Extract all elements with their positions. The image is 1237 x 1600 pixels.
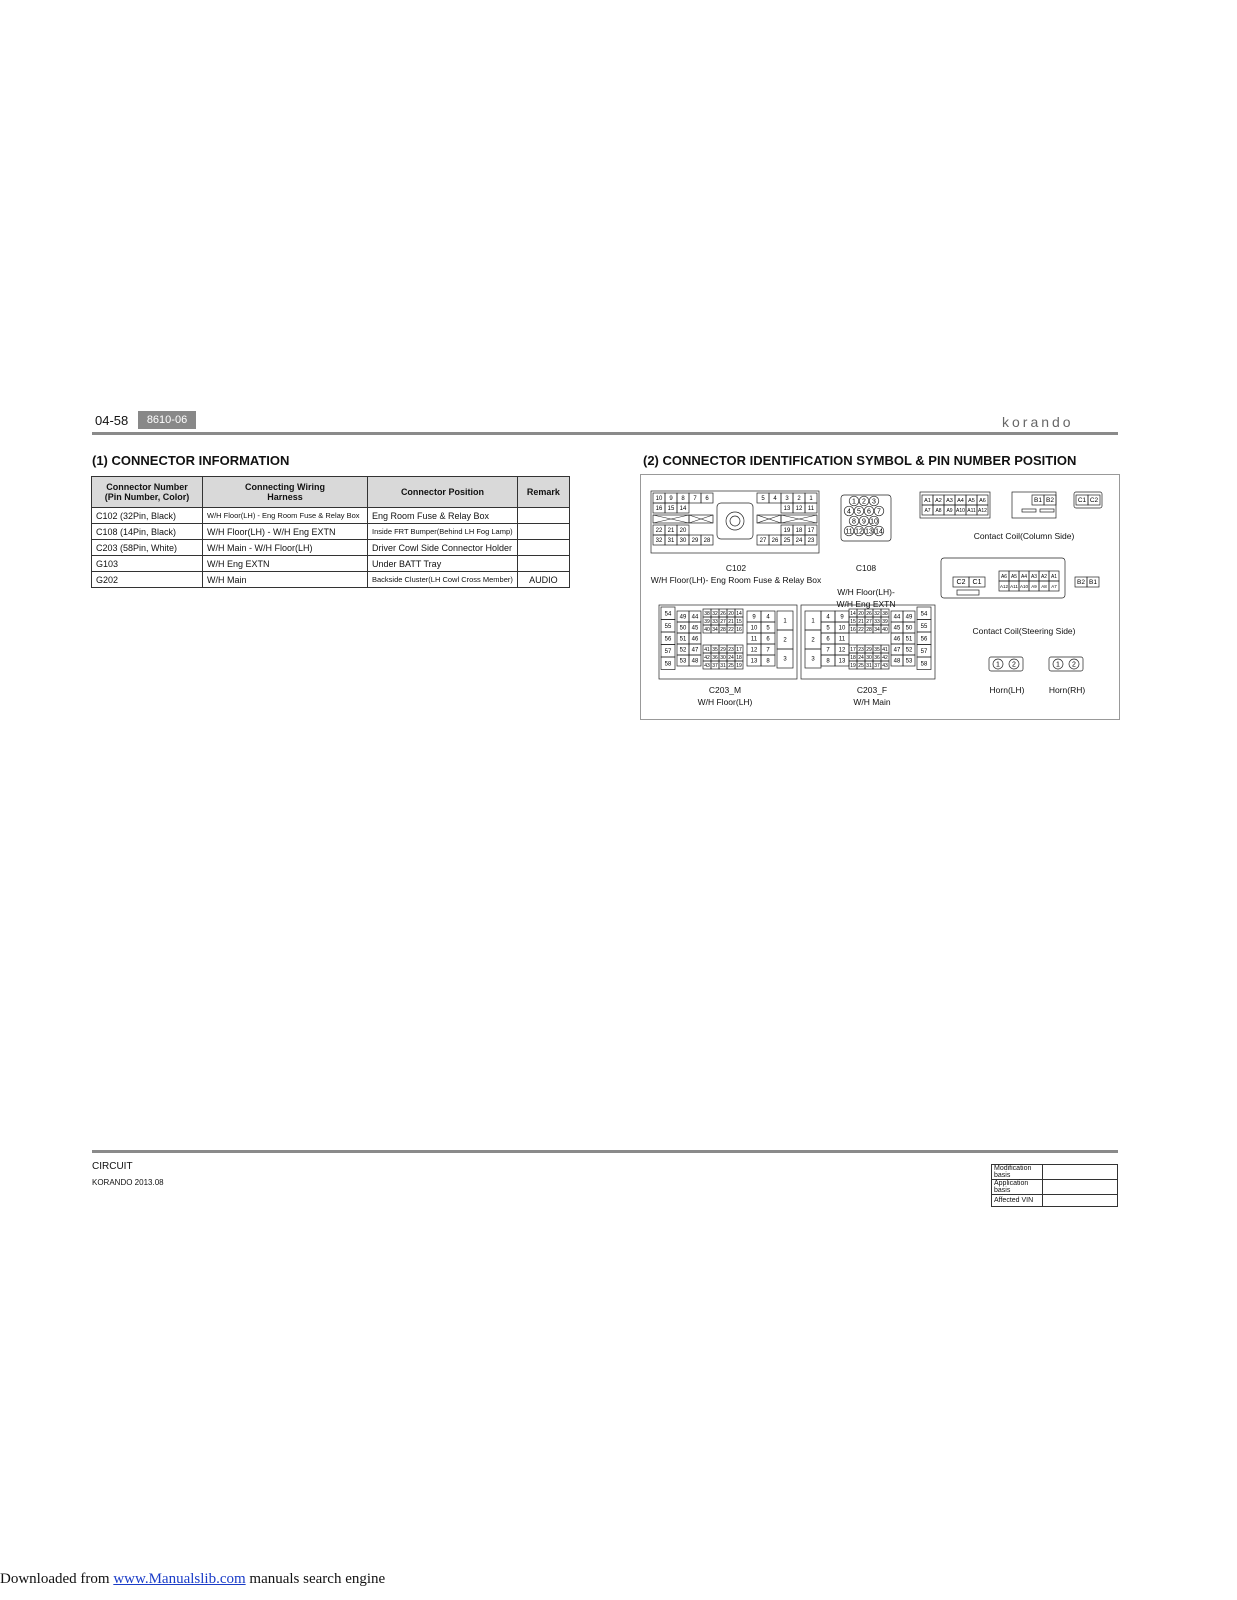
pin-label: 19 [850, 663, 856, 669]
pin-label: 18 [850, 655, 856, 661]
pin-label: 33 [874, 619, 880, 625]
pin-label: 49 [905, 614, 913, 621]
pin-label: 26 [771, 538, 779, 544]
horn-housing [1049, 657, 1083, 671]
pin-label: 4 [847, 508, 851, 516]
pin-label: A2 [935, 498, 942, 504]
pin-label: A8 [1041, 584, 1047, 589]
pin-label: 32 [874, 611, 880, 617]
pin-label: 3 [872, 498, 876, 506]
pin-label: 37 [874, 663, 880, 669]
pin-label: 43 [704, 663, 710, 669]
pin-label: 8 [826, 658, 830, 665]
round-pin [726, 512, 744, 530]
cell: Backside Cluster(LH Cowl Cross Member) [368, 572, 518, 588]
col-connector-position: Connector Position [368, 477, 518, 508]
cell [517, 556, 569, 572]
table-row [92, 556, 570, 572]
pin-label: 24 [795, 538, 803, 544]
pin-label: 23 [728, 647, 734, 653]
pin-label: 36 [712, 655, 718, 661]
pin-label: 20 [858, 611, 864, 617]
pin-label: 47 [893, 647, 901, 654]
pin-label: 8 [766, 658, 770, 665]
pin-label: B2 [1046, 497, 1054, 504]
pin-label: 22 [655, 528, 663, 534]
pin-label: A3 [1030, 574, 1038, 580]
pin-label: 2 [811, 637, 815, 644]
manualslib-link[interactable]: www.Manualslib.com [113, 1571, 246, 1587]
column-side-label: Contact Coil(Column Side) [973, 531, 1075, 541]
pin-label: 10 [838, 625, 846, 632]
pin-label: 13 [750, 658, 758, 665]
pin-label: 54 [920, 611, 928, 618]
pin-label: 43 [882, 663, 888, 669]
pin-label: 34 [874, 627, 880, 633]
pin-label: 42 [882, 655, 888, 661]
blank-cavity-cross [689, 515, 713, 523]
pin-label: 25 [728, 663, 734, 669]
c102-housing [651, 491, 819, 553]
pin-label: 40 [704, 627, 710, 633]
pin-label: 13 [783, 506, 791, 512]
pin-label: 51 [679, 636, 687, 643]
pin-label: 24 [728, 655, 734, 661]
pin-label: 52 [905, 647, 913, 654]
pin-label: 16 [736, 627, 742, 633]
pin-label: A10 [956, 508, 965, 514]
pin-label: 6 [826, 636, 830, 643]
pin-label: B2 [1077, 579, 1085, 586]
connector-info-title: (1) CONNECTOR INFORMATION [92, 453, 290, 468]
pin-label: A8 [935, 508, 942, 514]
cell: C102 (32Pin, Black) [92, 508, 203, 524]
col-remark: Remark [517, 477, 569, 508]
pin-label: 6 [766, 636, 770, 643]
pin-label: 9 [752, 614, 756, 621]
pin-label: 9 [862, 518, 866, 526]
pin-label: B1 [1034, 497, 1042, 504]
pin-label: 17 [736, 647, 742, 653]
pin-label: 56 [664, 636, 672, 643]
pin-label: 28 [703, 538, 711, 544]
table-row [992, 1195, 1118, 1207]
pin-label: 53 [679, 658, 687, 665]
pin-label: 39 [704, 619, 710, 625]
pin-label: 2 [797, 496, 801, 502]
c203f-desc: W/H Main [853, 697, 891, 707]
pin-label: 55 [664, 623, 672, 630]
cell: AUDIO [517, 572, 569, 588]
footer-model: KORANDO 2013.08 [92, 1178, 164, 1187]
table-row [92, 572, 570, 588]
c102-desc: W/H Floor(LH)- Eng Room Fuse & Relay Box [650, 575, 822, 585]
pin-label: 20 [728, 611, 734, 617]
pin-label: 41 [704, 647, 710, 653]
pin-label: 15 [667, 506, 675, 512]
cell: Affected VIN [992, 1195, 1043, 1207]
c203m-name: C203_M [708, 685, 742, 695]
pin-label: 29 [691, 538, 699, 544]
pin-label: 4 [826, 614, 830, 621]
pin-label: C1 [1077, 497, 1087, 504]
cell [517, 540, 569, 556]
pin-label: 38 [704, 611, 710, 617]
pin-label: 53 [905, 658, 913, 665]
pin-label: 49 [679, 614, 687, 621]
pin-label: 12 [855, 528, 863, 536]
latch [957, 590, 979, 595]
pin-label: 35 [712, 647, 718, 653]
pin-label: 54 [664, 611, 672, 618]
pin-label: 35 [874, 647, 880, 653]
pin-label: 26 [866, 611, 872, 617]
download-suffix: manuals search engine [245, 1571, 386, 1587]
pin-label: 6 [705, 496, 709, 502]
pin-label: 34 [712, 627, 718, 633]
pin-label: 1 [852, 498, 856, 506]
pin-label: 19 [736, 663, 742, 669]
c203f-label [832, 684, 912, 708]
pin-label: 29 [720, 647, 726, 653]
c102-name: C102 [725, 563, 747, 573]
table-row [92, 524, 570, 540]
pin-label: 30 [720, 655, 726, 661]
pin-label: B1 [1089, 579, 1097, 586]
pin-label: 31 [866, 663, 872, 669]
header-rule [92, 432, 1118, 435]
pin-label: 48 [893, 658, 901, 665]
pin-label: 10 [750, 625, 758, 632]
pin-label: 10 [870, 518, 878, 526]
pin-label: 8 [681, 496, 685, 502]
pin-label: 57 [920, 648, 928, 655]
table-row [992, 1165, 1118, 1180]
pin-label: 22 [858, 627, 864, 633]
c108-name: C108 [855, 563, 877, 573]
latch [1040, 509, 1054, 512]
brand-logo: korando [1002, 414, 1074, 430]
pin-label: A11 [1010, 584, 1018, 589]
pin-position-title: (2) CONNECTOR IDENTIFICATION SYMBOL & PIN NUMBER POSITION [643, 453, 1077, 468]
pin-label: 24 [858, 655, 864, 661]
download-prefix: Downloaded from [0, 1571, 114, 1587]
col-connector-number: Connector Number (Pin Number, Color) [92, 477, 203, 508]
pin-label: A9 [1031, 584, 1037, 589]
pin-label: A7 [924, 508, 931, 514]
pin-label: 27 [759, 538, 767, 544]
pin-label: 21 [667, 528, 675, 534]
pin-label: 42 [704, 655, 710, 661]
pin-label: 14 [850, 611, 856, 617]
horn-lh-label: Horn(LH) [989, 685, 1025, 695]
pin-label: C2 [1089, 497, 1099, 504]
pin-label: C1 [972, 579, 982, 586]
pin-label: 23 [807, 538, 815, 544]
pin-label: 50 [905, 625, 913, 632]
pin-label: 12 [795, 506, 803, 512]
pin-label: 46 [893, 636, 901, 643]
pin-label: 1 [811, 618, 815, 625]
cell: Under BATT Tray [368, 556, 518, 572]
blank-cavity-cross [757, 515, 781, 523]
pin-label: 2 [1012, 661, 1016, 669]
cell: W/H Main - W/H Floor(LH) [203, 540, 368, 556]
pin-label: 21 [728, 619, 734, 625]
pin-label: 14 [875, 528, 883, 536]
blank-cavity-cross [781, 515, 817, 523]
c102-center-lock [717, 503, 753, 539]
pin-label: 46 [691, 636, 699, 643]
pin-label: 1 [783, 618, 787, 625]
pin-label: A5 [1010, 574, 1018, 580]
download-notice [0, 1571, 385, 1588]
pin-label: 2 [862, 498, 866, 506]
pin-label: 4 [766, 614, 770, 621]
pin-label: 4 [773, 496, 777, 502]
pin-label: 45 [893, 625, 901, 632]
cell [1043, 1195, 1118, 1207]
pin-label: 47 [691, 647, 699, 654]
cell: W/H Floor(LH) - Eng Room Fuse & Relay Box [203, 508, 368, 524]
pin-label: 26 [720, 611, 726, 617]
pin-label: 7 [826, 647, 830, 654]
pin-label: 55 [920, 623, 928, 630]
pin-label: 5 [766, 625, 770, 632]
pin-label: 31 [720, 663, 726, 669]
pin-label: 11 [807, 506, 815, 512]
cell: Application basis [992, 1180, 1043, 1195]
pin-label: 15 [850, 619, 856, 625]
pin-label: 7 [877, 508, 881, 516]
pin-label: 1 [996, 661, 1000, 669]
pin-label: 17 [850, 647, 856, 653]
section-code-badge: 8610-06 [138, 411, 196, 429]
steering-side-label: Contact Coil(Steering Side) [972, 626, 1076, 636]
latch [1022, 509, 1036, 512]
cell: Modification basis [992, 1165, 1043, 1180]
pin-label: 25 [858, 663, 864, 669]
pin-label: 40 [882, 627, 888, 633]
cell: W/H Eng EXTN [203, 556, 368, 572]
col-wiring-harness: Connecting Wiring Harness [203, 477, 368, 508]
pin-label: 15 [736, 619, 742, 625]
pin-label: 19 [783, 528, 791, 534]
pin-label: 17 [807, 528, 815, 534]
pin-label: A4 [1020, 574, 1028, 580]
pin-label: 13 [838, 658, 846, 665]
pin-label: 58 [664, 661, 672, 668]
pin-label: 7 [693, 496, 697, 502]
pin-label: 3 [811, 656, 815, 663]
pin-label: 11 [838, 636, 846, 643]
pin-label: 9 [840, 614, 844, 621]
cell: G202 [92, 572, 203, 588]
pin-label: 27 [720, 619, 726, 625]
pin-label: 2 [783, 637, 787, 644]
pin-label: 30 [866, 655, 872, 661]
pin-label: 57 [664, 648, 672, 655]
table-row [92, 540, 570, 556]
pin-label: 5 [826, 625, 830, 632]
pin-label: A12 [978, 508, 987, 514]
connector-info-table [91, 476, 570, 588]
pin-label: 37 [712, 663, 718, 669]
pin-label: 16 [655, 506, 663, 512]
pin-label: 11 [750, 636, 758, 643]
cell [517, 524, 569, 540]
c203m-label [685, 684, 765, 708]
pin-label: 25 [783, 538, 791, 544]
pin-label: 13 [865, 528, 873, 536]
pin-label: 33 [712, 619, 718, 625]
pin-label: A9 [946, 508, 953, 514]
pin-label: 38 [882, 611, 888, 617]
cell: Inside FRT Bumper(Behind LH Fog Lamp) [368, 524, 518, 540]
pin-label: C2 [956, 579, 966, 586]
pin-label: 3 [785, 496, 789, 502]
pin-label: 21 [858, 619, 864, 625]
pin-label: 44 [691, 614, 699, 621]
pin-label: A11 [967, 508, 976, 514]
cell [517, 508, 569, 524]
pin-label: 1 [1056, 661, 1060, 669]
cell [1043, 1180, 1118, 1195]
modification-table [991, 1164, 1118, 1207]
pin-label: 5 [761, 496, 765, 502]
pin-label: 14 [679, 506, 687, 512]
pin-label: 28 [866, 627, 872, 633]
pin-label: A7 [1051, 584, 1057, 589]
c108-desc: W/H Floor(LH)- W/H Eng EXTN [836, 587, 896, 609]
pin-label: A10 [1019, 584, 1029, 589]
horn-rh-label: Horn(RH) [1048, 685, 1086, 695]
page-number: 04-58 [95, 413, 129, 428]
pin-label: 2 [1072, 661, 1076, 669]
pin-label: 3 [783, 656, 787, 663]
horn-housing [989, 657, 1023, 671]
pin-label: 10 [655, 496, 663, 502]
pin-label: 18 [795, 528, 803, 534]
pin-label: 48 [691, 658, 699, 665]
cell: W/H Floor(LH) - W/H Eng EXTN [203, 524, 368, 540]
pin-label: 12 [750, 647, 758, 654]
pin-label: A4 [957, 498, 964, 504]
pin-label: 27 [866, 619, 872, 625]
pin-label: 1 [809, 496, 813, 502]
pin-label: 51 [905, 636, 913, 643]
pin-label: 29 [866, 647, 872, 653]
cell: C203 (58Pin, White) [92, 540, 203, 556]
pin-label: 6 [867, 508, 871, 516]
cell: Eng Room Fuse & Relay Box [368, 508, 518, 524]
pin-label: 5 [857, 508, 861, 516]
cell [1043, 1165, 1118, 1180]
pin-label: 30 [679, 538, 687, 544]
pin-label: 7 [766, 647, 770, 654]
pin-label: 44 [893, 614, 901, 621]
c102-label [640, 562, 832, 586]
table-row [992, 1180, 1118, 1195]
pin-label: A1 [924, 498, 931, 504]
pin-label: 16 [850, 627, 856, 633]
c203f-name: C203_F [856, 685, 888, 695]
blank-cavity-cross [653, 515, 689, 523]
pin-label: 11 [845, 528, 853, 536]
pin-label: A6 [1000, 574, 1008, 580]
pin-label: A2 [1040, 574, 1048, 580]
footer-rule [92, 1150, 1118, 1153]
pin-label: 56 [920, 636, 928, 643]
cell: G103 [92, 556, 203, 572]
cell: C108 (14Pin, Black) [92, 524, 203, 540]
pin-label: 32 [712, 611, 718, 617]
pin-label: A3 [946, 498, 953, 504]
pin-label: 23 [858, 647, 864, 653]
pin-label: 8 [852, 518, 856, 526]
pin-label: A12 [999, 584, 1009, 589]
cell: Driver Cowl Side Connector Holder [368, 540, 518, 556]
pin-label: 28 [720, 627, 726, 633]
pin-label: 18 [736, 655, 742, 661]
pin-label: 31 [667, 538, 675, 544]
c203m-desc: W/H Floor(LH) [697, 697, 753, 707]
pin-label: 39 [882, 619, 888, 625]
table-row [92, 508, 570, 524]
pin-label: 9 [669, 496, 673, 502]
pin-label: 52 [679, 647, 687, 654]
pin-label: 58 [920, 661, 928, 668]
pin-label: 41 [882, 647, 888, 653]
pin-label: 20 [679, 528, 687, 534]
round-pin [730, 516, 740, 526]
pin-label: 50 [679, 625, 687, 632]
footer-section: CIRCUIT [92, 1161, 133, 1172]
pin-label: A1 [1050, 574, 1058, 580]
pin-label: 45 [691, 625, 699, 632]
c108-label [826, 550, 906, 622]
pin-label: 12 [838, 647, 846, 654]
pin-label: A5 [968, 498, 975, 504]
pin-label: A6 [979, 498, 986, 504]
cell: W/H Main [203, 572, 368, 588]
pin-label: 32 [655, 538, 663, 544]
pin-label: 14 [736, 611, 742, 617]
pin-label: 22 [728, 627, 734, 633]
pin-label: 36 [874, 655, 880, 661]
